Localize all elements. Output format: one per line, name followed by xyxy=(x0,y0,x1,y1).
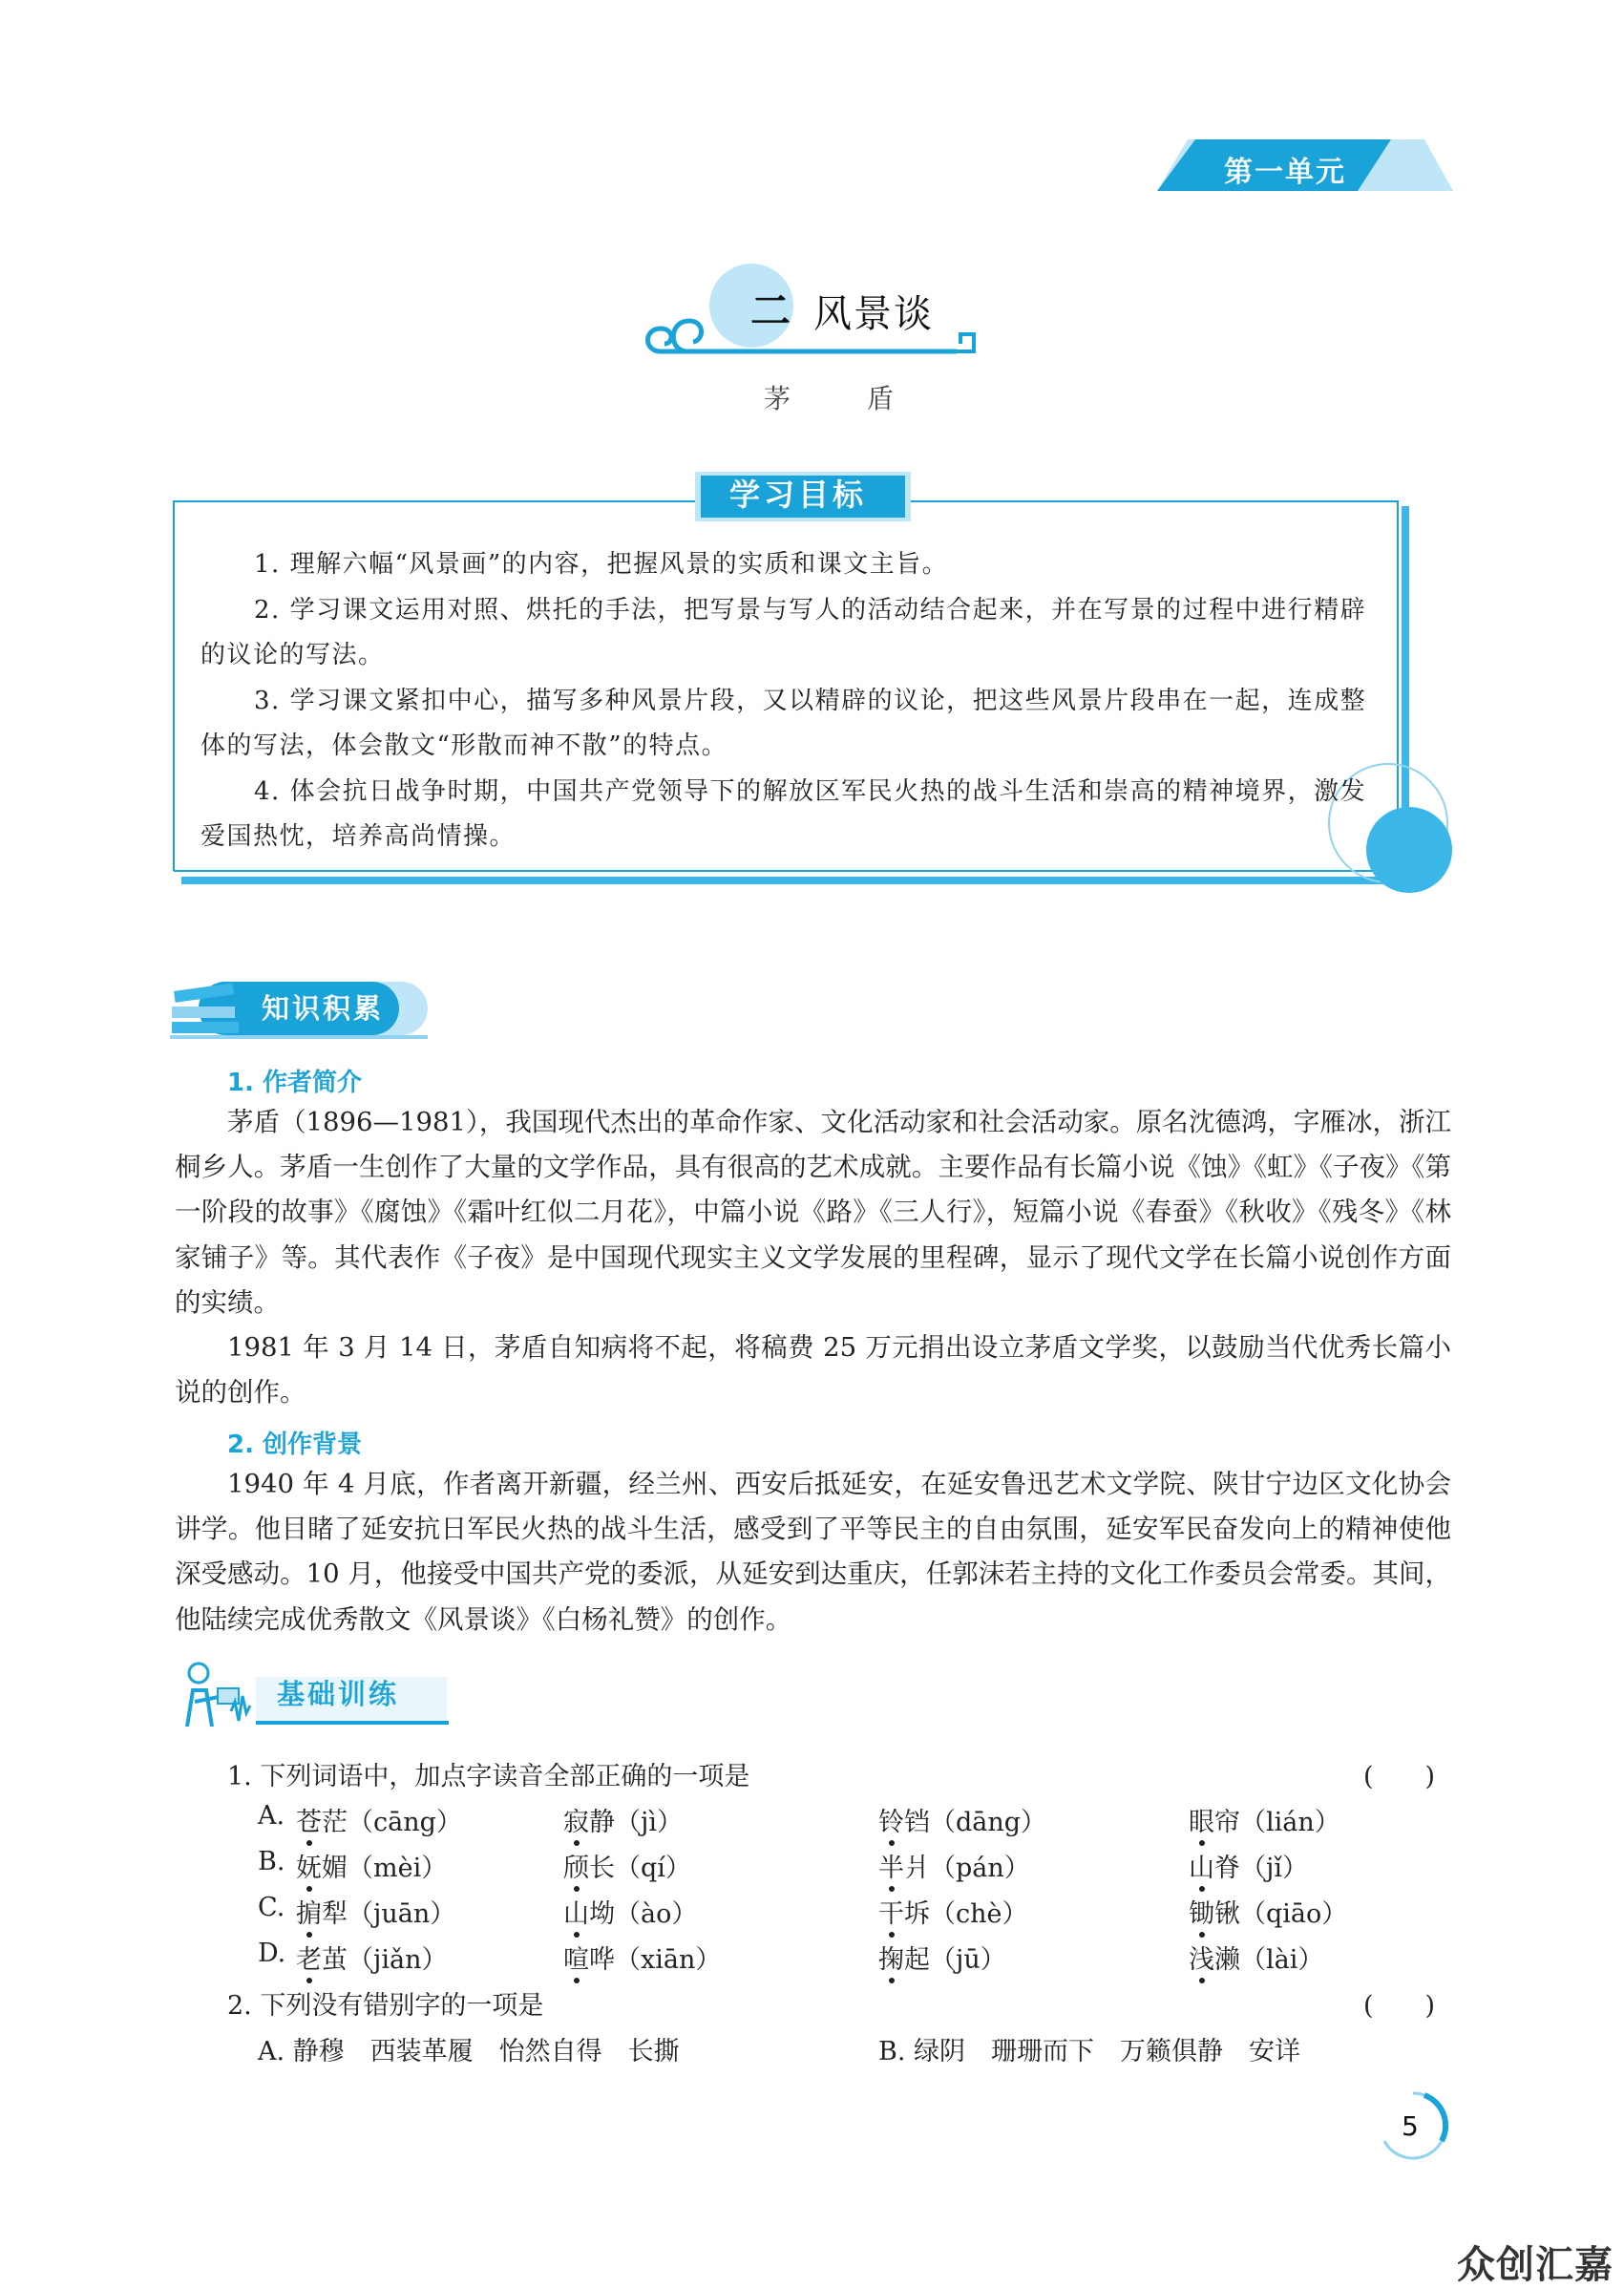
option-label: A. xyxy=(258,1801,285,1831)
option-label: B. xyxy=(258,1847,285,1876)
watermark: 众创汇嘉 xyxy=(1457,2243,1613,2287)
author-intro-paragraph: 1981 年 3 月 14 日，茅盾自知病将不起，将稿费 25 万元捐出设立茅盾文学奖，以鼓励当代优秀长篇小说的创作。 xyxy=(175,1332,1451,1409)
option-item: 锄锹（qiāo） xyxy=(1189,1899,1348,1929)
objectives-header: 学习目标 xyxy=(729,477,868,513)
option-label: C. xyxy=(258,1893,285,1922)
lesson-number: 二 xyxy=(750,287,791,334)
training-badge: 基础训练 xyxy=(277,1678,400,1710)
objective-item: 1. 理解六幅“风景画”的内容，把握风景的实质和课文主旨。 xyxy=(254,550,949,579)
option-item: 铃铛（dāng） xyxy=(878,1808,1047,1837)
option-item: 浅濑（lài） xyxy=(1189,1945,1324,1975)
option-item: 掬起（jū） xyxy=(878,1945,1006,1975)
objective-item: 3. 学习课文紧扣中心，描写多种风景片段，又以精辟的议论，把这些风景片段串在一起，连成整体的写法，体会散文“形散而神不散”的特点。 xyxy=(200,686,1367,760)
option-item: 喧哗（xiān） xyxy=(563,1945,722,1975)
section-title-author: 1. 作者简介 xyxy=(227,1069,363,1097)
objectives-list xyxy=(200,542,1375,860)
question-2-stem: 2. 下列没有错别字的一项是 xyxy=(227,1991,544,2021)
option-item: 妩媚（mèi） xyxy=(296,1854,448,1883)
option-item: 眼帘（lián） xyxy=(1189,1808,1340,1837)
option-item: 山脊（jǐ） xyxy=(1189,1854,1309,1883)
option-item: 老茧（jiǎn） xyxy=(296,1945,448,1975)
section-title-background: 2. 创作背景 xyxy=(227,1431,363,1459)
knowledge-badge: 知识积累 xyxy=(262,992,385,1025)
option-item: 山坳（ào） xyxy=(563,1899,698,1929)
objective-item: 4. 体会抗日战争时期，中国共产党领导下的解放区军民火热的战斗生活和崇高的精神境界，激发爱国热忱，培养高尚情操。 xyxy=(200,776,1367,851)
option-a: A. 静穆 西装革履 怡然自得 长撕 xyxy=(258,2037,680,2066)
unit-tab-label: 第一单元 xyxy=(1224,156,1346,189)
author-intro-paragraph: 茅盾（1896—1981），我国现代杰出的革命作家、文化活动家和社会活动家。原名沈德鸿，字雁冰，浙江桐乡人。茅盾一生创作了大量的文学作品，具有很高的艺术成就。主要作品有长篇小说《蚀》《虹》《子夜》《第一阶段的故事》《腐蚀》《霜叶红似二月花》，中篇小说《路》《三人行》，短篇小说《春蚕》《秋收》《残冬》《林家铺子》等。其代表作《子夜》是中国现代现实主义文学发展的里程碑，显示了现代文学在长篇小说创作方面的实绩。 xyxy=(175,1107,1451,1318)
option-item: 寂静（jì） xyxy=(563,1808,684,1837)
page-number: 5 xyxy=(1402,2110,1419,2142)
objective-item: 2. 学习课文运用对照、烘托的手法，把写景与写人的活动结合起来，并在写景的过程中进行精辟的议论的写法。 xyxy=(200,595,1367,669)
lesson-title: 风景谈 xyxy=(813,292,934,336)
option-item: 掮犁（juān） xyxy=(296,1899,456,1929)
background-paragraph: 1940 年 4 月底，作者离开新疆，经兰州、西安后抵延安，在延安鲁迅艺术文学院、陕甘宁边区文化协会讲学。他目睹了延安抗日军民火热的战斗生活，感受到了平等民主的自由氛围，延安军民奋发向上的精神使他深受感动。10 月，他接受中国共产党的委派，从延安到达重庆，任郭沫若主持的文化工作委员会常委。其间，他陆续完成优秀散文《风景谈》《白杨礼赞》的创作。 xyxy=(175,1469,1451,1635)
option-item: 半爿（pán） xyxy=(878,1854,1030,1883)
author-intro xyxy=(175,1100,1451,1415)
option-b: B. 绿阴 珊珊而下 万籁俱静 安详 xyxy=(878,2037,1301,2066)
option-label: D. xyxy=(258,1939,286,1968)
option-item: 干坼（chè） xyxy=(878,1899,1028,1929)
background-text xyxy=(175,1462,1451,1643)
answer-blank[interactable]: ( ) xyxy=(1363,1762,1436,1791)
answer-blank[interactable]: ( ) xyxy=(1363,1991,1436,2021)
option-item: 颀长（qí） xyxy=(563,1854,691,1883)
question-1-stem: 1. 下列词语中，加点字读音全部正确的一项是 xyxy=(227,1762,750,1791)
author-name: 茅 盾 xyxy=(764,383,919,414)
option-item: 苍茫（cāng） xyxy=(296,1808,462,1837)
